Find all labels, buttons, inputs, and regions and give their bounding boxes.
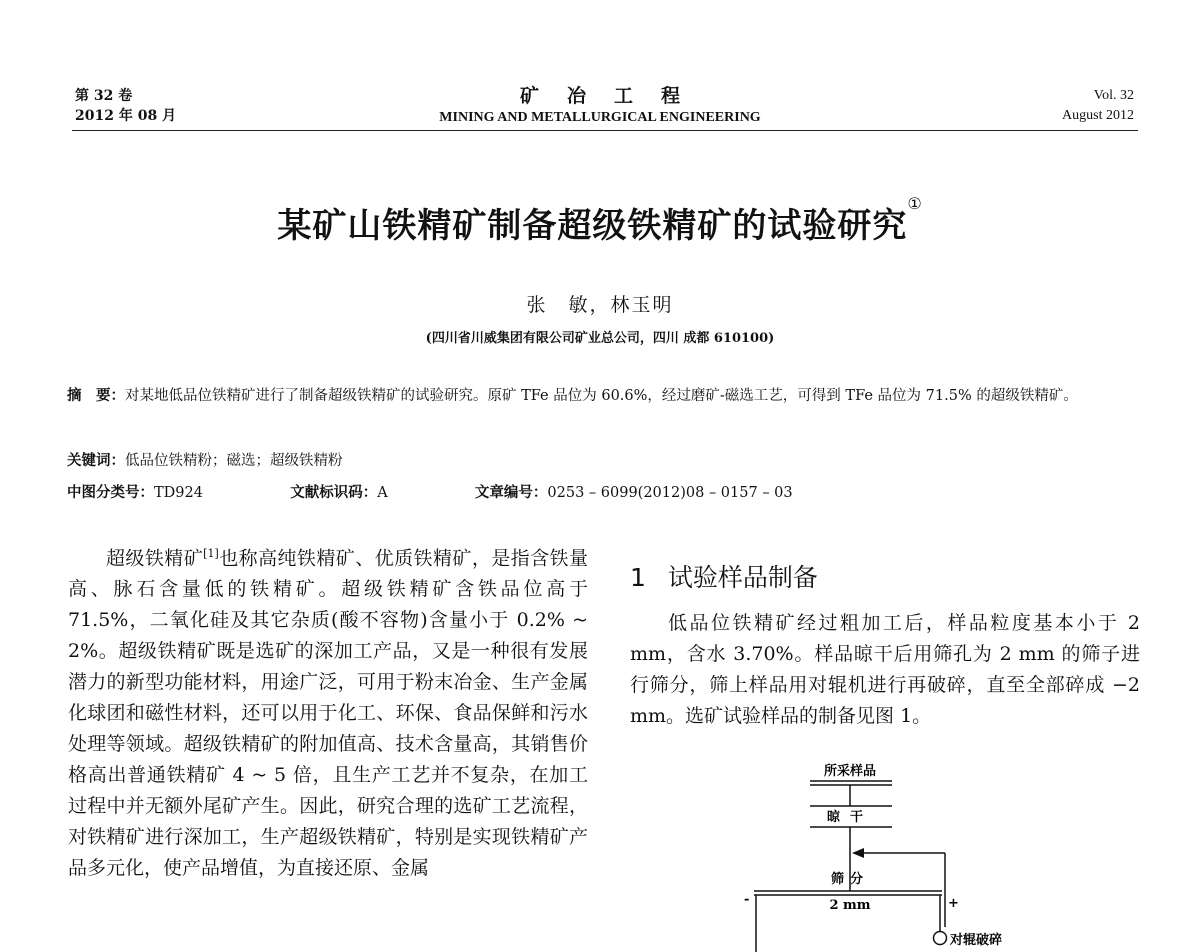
header-right [1062, 86, 1134, 126]
flowchart-node-sample: 所采样品 [823, 764, 877, 779]
flowchart-node-dry: 晾干 [826, 810, 874, 825]
article-title-text: 某矿山铁精矿制备超级铁精矿的试验研究 [277, 206, 908, 246]
authors: 张 敏，林玉明 [526, 294, 674, 316]
clc-value: TD924 [154, 485, 203, 501]
flowchart-node-screen: 筛分 [830, 872, 870, 887]
journal-title-en: MINING AND METALLURGICAL ENGINEERING [439, 110, 761, 125]
section-heading [630, 558, 818, 594]
clc-label: 中图分类号： [67, 484, 154, 501]
screen-size-label: 2 mm [829, 898, 871, 913]
return-arrowhead [852, 848, 864, 858]
section-number: 1 [630, 563, 646, 592]
article-no-value: 0253 – 6099(2012)08 – 0157 – 03 [547, 485, 793, 501]
date-en: August 2012 [1062, 108, 1134, 123]
citation-ref: [1] [203, 547, 219, 560]
crusher-circle-icon [934, 932, 947, 945]
left-column [68, 538, 588, 884]
header-left [75, 86, 176, 126]
plus-sign: + [948, 896, 959, 911]
doc-code-value: A [377, 485, 388, 501]
volume-cn: 第 32 卷 [75, 88, 133, 104]
keywords-label: 关键词： [67, 452, 125, 469]
intro-lead: 超级铁精矿 [106, 547, 204, 570]
keywords-text: 低品位铁精粉；磁选；超级铁精粉 [125, 453, 343, 469]
header-center [380, 84, 820, 128]
intro-text: 也称高纯铁精矿、优质铁精矿，是指含铁量高、脉石含量低的铁精矿。超级铁精矿含铁品位高于 71.5%，二氧化硅及其它杂质(酸不容物)含量小于 0.2% ~ 2%。超级铁精矿既是选矿的深加工产品，又是一种很有发展潜力的新型功能材料，用途广泛，可用于粉末冶金、生产金属化球团和磁性材料，还可以用于化工、环保、食品保鲜和污水处理等领域。超级铁精矿的附加值高、技术含量高，其销售价格高出普通铁精矿 4 ~ 5 倍，且生产工艺并不复杂，在加工过程中并无额外尾矿产生。因此，研究合理的选矿工艺流程，对铁精矿进行深加工，生产超级铁精矿，特别是实现铁精矿产品多元化，使产品增值，为直接还原、金属 [68, 547, 588, 880]
affiliation: (四川省川威集团有限公司矿业总公司，四川 成都 610100) [425, 331, 775, 346]
keywords [67, 449, 1142, 473]
date-cn: 2012 年 08 月 [75, 108, 177, 124]
right-column [630, 608, 1140, 732]
doc-code-label: 文献标识码： [290, 484, 378, 501]
section-paragraph: 低品位铁精矿经过粗加工后，样品粒度基本小于 2 mm，含水 3.70%。样品晾干后用筛孔为 2 mm 的筛子进行筛分，筛上样品用对辊机进行再破碎，直至全部碎成 −2 mm。选矿试验样品的制备见图 1。 [630, 612, 1140, 727]
volume-en: Vol. 32 [1093, 88, 1134, 103]
intro-paragraph [68, 538, 588, 884]
classification-line [67, 481, 1142, 505]
section-title: 试验样品制备 [667, 563, 818, 592]
article-title [0, 194, 1200, 247]
flowchart-figure [720, 755, 1060, 952]
abstract-label: 摘 要： [67, 387, 125, 404]
title-footnote-mark: ① [907, 194, 923, 213]
header-rule [72, 130, 1138, 131]
journal-title-cn: 矿冶工程 [519, 85, 708, 107]
abstract [67, 384, 1142, 408]
flowchart-node-crush: 对辊破碎 [950, 933, 1003, 948]
minus-sign: - [744, 892, 750, 907]
article-no-label: 文章编号： [474, 484, 548, 501]
abstract-text: 对某地低品位铁精矿进行了制备超级铁精矿的试验研究。原矿 TFe 品位为 60.6%，经过磨矿-磁选工艺，可得到 TFe 品位为 71.5% 的超级铁精矿。 [125, 388, 1078, 404]
